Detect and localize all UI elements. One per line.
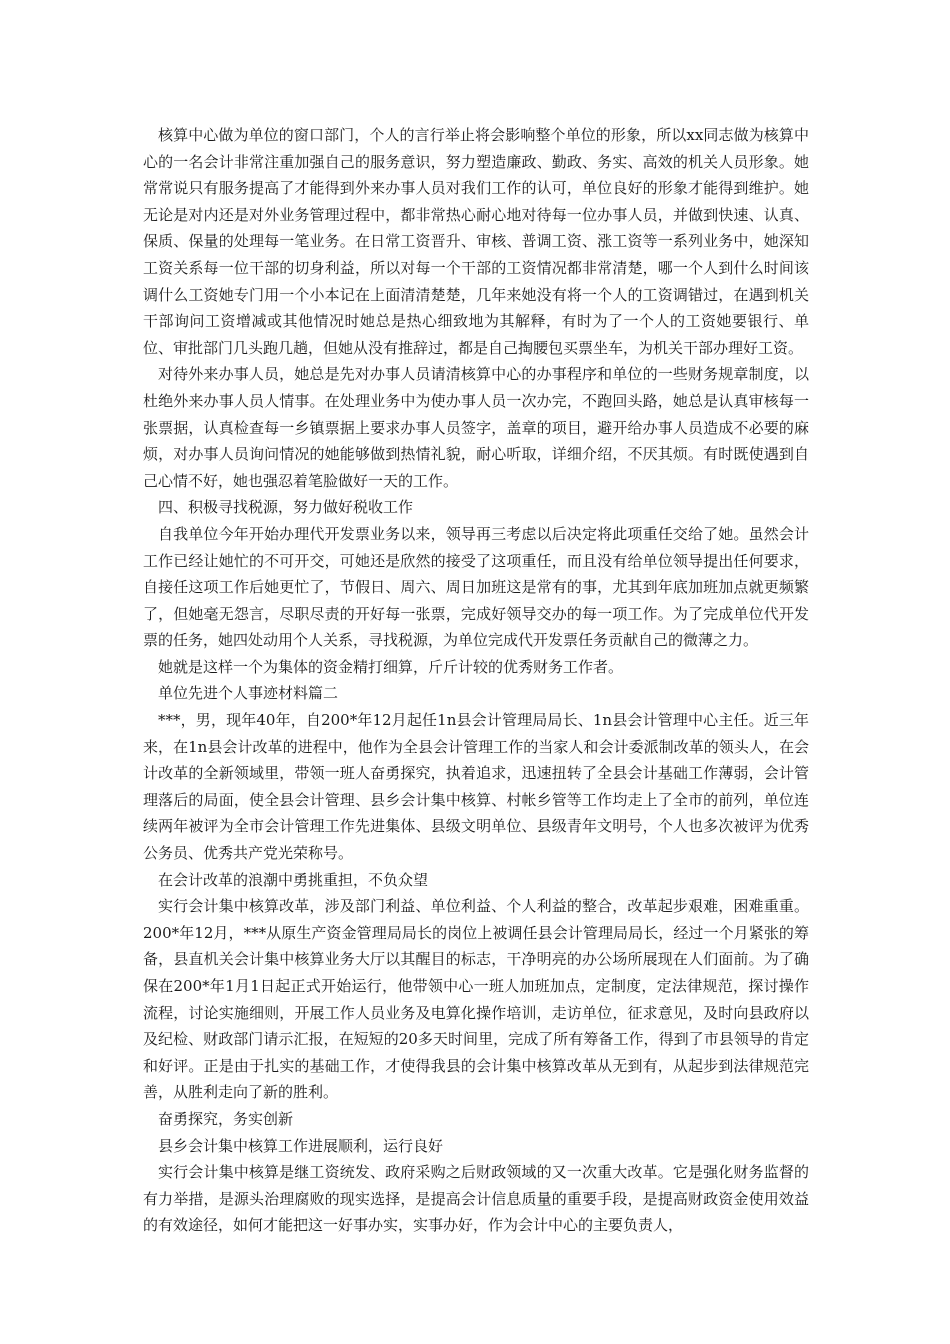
paragraph-external-staff: 对待外来办事人员，她总是先对办事人员请清核算中心的办事程序和单位的一些财务规章制度，以杜绝外来办事人员人情事。在处理业务中为使办事人员一次办完，不跑回头路，她总是认真审核每一张票据，认真检查每一乡镇票据上要求办事人员签字，盖章的项目，避开给办事人员造成不必要的麻烦，对办事人员询问情况的她能够做到热情礼貌，耐心听取，详细介绍，不厌其烦。有时既使遇到自己心情不好，她也强忍着笔脸做好一天的工作。 (143, 365, 809, 490)
section-heading-tax: 四、积极寻找税源，努力做好税收工作 (158, 498, 414, 517)
document-body (143, 122, 809, 1239)
paragraph-centralized-accounting: 实行会计集中核算改革，涉及部门利益、单位利益、个人利益的整合，改革起步艰难，困难重重。200*年12月，***从原生产资金管理局局长的岗位上被调任县会计管理局局长，经过一个月紧张的筹备，县直机关会计集中核算业务大厅以其醒目的标志，干净明亮的办公场所展现在人们面前。为了确保在200*年1月1日起正式开始运行，他带领中心一班人加班加点，定制度，定法律规范，探讨操作流程，讨论实施细则，开展工作人员业务及电算化操作培训，走访单位，征求意见，及时向县政府以及纪检、财政部门请示汇报，在短短的20多天时间里，完成了所有筹备工作，得到了市县领导的肯定和好评。正是由于扎实的基础工作，才使得我县的会计集中核算改革从无到有，从起步到法律规范完善，从胜利走向了新的胜利。 (143, 897, 809, 1102)
paragraph-major-reform: 实行会计集中核算是继工资统发、政府采购之后财政领域的又一次重大改革。它是强化财务监督的有力举措，是源头治理腐败的现实选择，是提高会计信息质量的重要手段，是提高财政资金使用效益的有效途径，如何才能把这一好事办实，实事办好，作为会计中心的主要负责人， (143, 1163, 809, 1235)
section-title-part-two: 单位先进个人事迹材料篇二 (158, 684, 339, 703)
subheading-reform-wave: 在会计改革的浪潮中勇挑重担，不负众望 (158, 870, 429, 889)
subheading-county-progress: 县乡会计集中核算工作进展顺利，运行良好 (158, 1136, 444, 1155)
subheading-innovation: 奋勇探究，务实创新 (158, 1109, 294, 1128)
paragraph-introduction: ***，男，现年40年，自200*年12月起任1n县会计管理局局长、1n县会计管理中心主任。近三年来，在1n县会计改革的进程中，他作为全县会计管理工作的当家人和会计委派制改革的领头人，在会计改革的全新领域里，带领一班人奋勇探究，执着追求，迅速扭转了全县会计基础工作薄弱，会计管理落后的局面，使全县会计管理、县乡会计集中核算、村帐乡管等工作均走上了全市的前列，单位连续两年被评为全市会计管理工作先进集体、县级文明单位、县级青年文明号，个人也多次被评为优秀公务员、优秀共产党光荣称号。 (143, 711, 809, 863)
paragraph-service-awareness: 核算中心做为单位的窗口部门，个人的言行举止将会影响整个单位的形象，所以xx同志做为核算中心的一名会计非常注重加强自己的服务意识，努力塑造廉政、勤政、务实、高效的机关人员形象。她常常说只有服务提高了才能得到外来办事人员对我们工作的认可，单位良好的形象才能得到维护。她无论是对内还是对外业务管理过程中，都非常热心耐心地对待每一位办事人员，并做到快速、认真、保质、保量的处理每一笔业务。在日常工资晋升、审核、普调工资、涨工资等一系列业务中，她深知工资关系每一位干部的切身利益，所以对每一个干部的工资情况都非常清楚，哪一个人到什么时间该调什么工资她专门用一个小本记在上面清清楚楚，几年来她没有将一个人的工资调错过，在遇到机关干部询问工资增减或其他情况时她总是热心细致地为其解释，有时为了一个人的工资她要银行、单位、审批部门几头跑几趟，但她从没有推辞过，都是自己掏腰包买票坐车，为机关干部办理好工资。 (143, 126, 809, 357)
paragraph-summary: 她就是这样一个为集体的资金精打细算，斤斤计较的优秀财务工作者。 (158, 657, 624, 676)
paragraph-invoice-business: 自我单位今年开始办理代开发票业务以来，领导再三考虑以后决定将此项重任交给了她。虽然会计工作已经让她忙的不可开交，可她还是欣然的接受了这项重任，而且没有给单位领导提出任何要求，自接任这项工作后她更忙了，节假日、周六、周日加班这是常有的事，尤其到年底加班加点就更频繁了，但她毫无怨言，尽职尽责的开好每一张票，完成好领导交办的每一项工作。为了完成单位代开发票的任务，她四处动用个人关系，寻找税源，为单位完成代开发票任务贡献自己的微薄之力。 (143, 524, 809, 650)
